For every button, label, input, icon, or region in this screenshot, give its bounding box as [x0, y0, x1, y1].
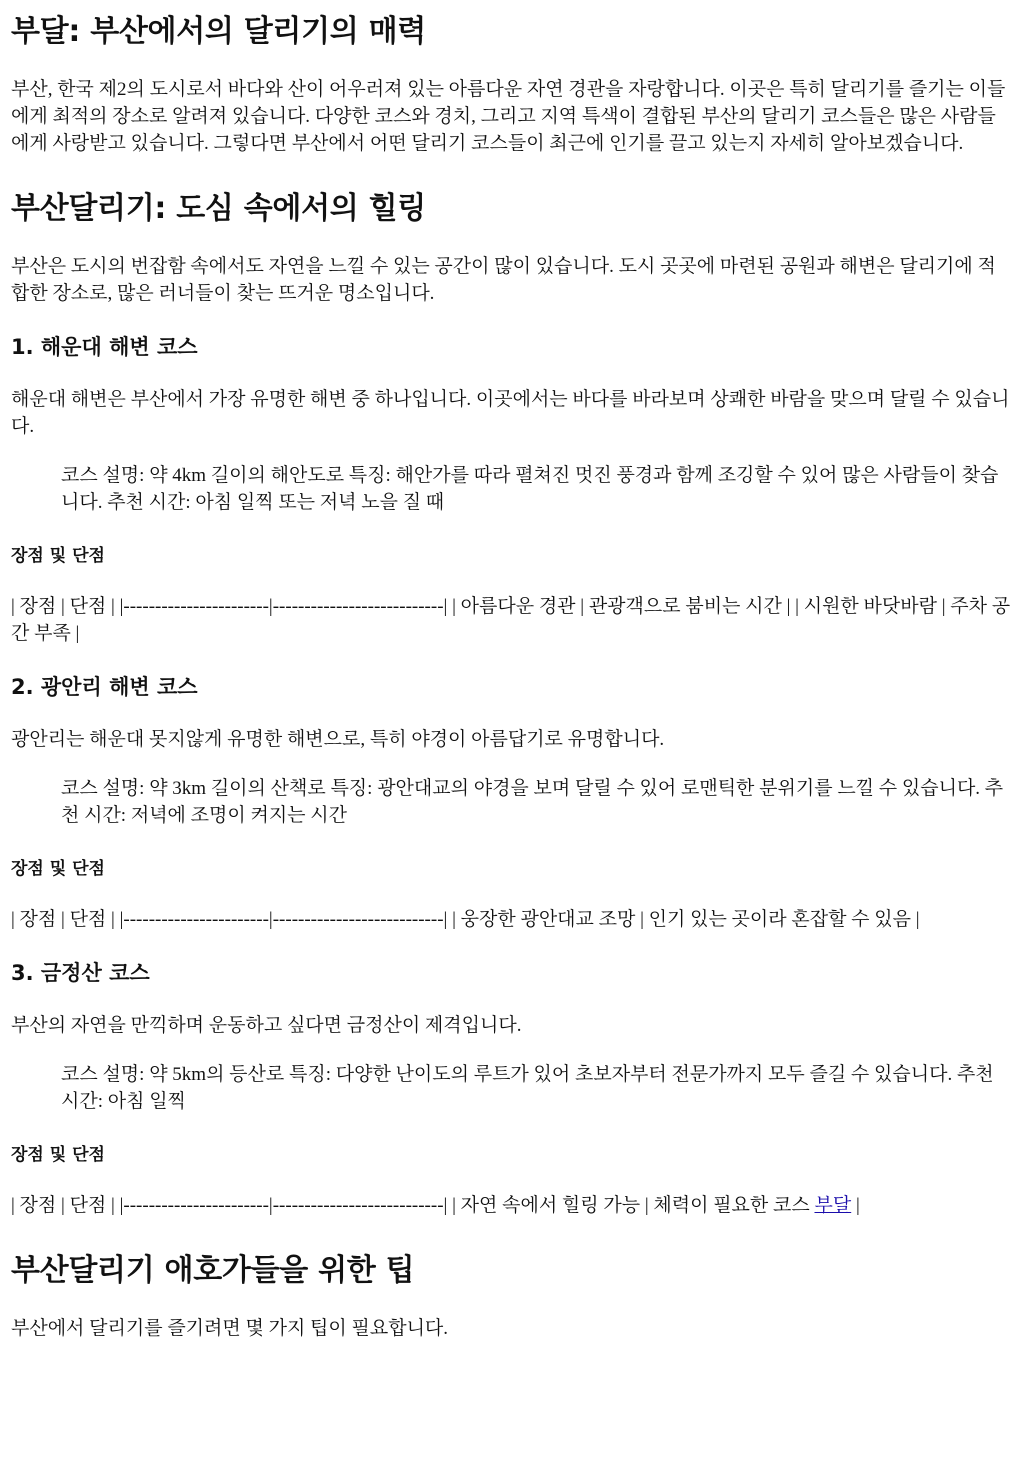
course-geumjeongsan-pros-cons-table [11, 1192, 1012, 1219]
section-tips-paragraph: 부산에서 달리기를 즐기려면 몇 가지 팁이 필요합니다. [11, 1318, 449, 1339]
section-heading-downtown: 부산달리기: 도심 속에서의 힐링 [11, 191, 426, 226]
course-haeundae-pros-cons-heading: 장점 및 단점 [11, 546, 105, 566]
course-haeundae-pros-cons-table: | 장점 | 단점 | |-----------------------|---------------------------| | 아름다운 경관 | 관광객으로 붐비는 시간 | | 시원한 바닷바람 | 주차 공간 부족 | [11, 596, 1011, 644]
course-haeundae-paragraph: 해운대 해변은 부산에서 가장 유명한 해변 중 하나입니다. 이곳에서는 바다를 바라보며 상쾌한 바람을 맞으며 달릴 수 있습니다. [11, 389, 1010, 437]
course-gwangalli-pros-cons-heading: 장점 및 단점 [11, 859, 105, 879]
course-geumjeongsan-paragraph: 부산의 자연을 만끽하며 운동하고 싶다면 금정산이 제격입니다. [11, 1015, 522, 1036]
course-heading-geumjeongsan: 3. 금정산 코스 [11, 961, 150, 985]
budal-link[interactable]: 부달 [814, 1195, 852, 1216]
course-geumjeongsan-details: 코스 설명: 약 5km의 등산로 특징: 다양한 난이도의 루트가 있어 초보자부터 전문가까지 모두 즐길 수 있습니다. 추천 시간: 아침 일찍 [61, 1064, 994, 1112]
page-title: 부달: 부산에서의 달리기의 매력 [11, 14, 426, 49]
course-geumjeongsan-table-text: | 장점 | 단점 | |-----------------------|---------------------------| | 자연 속에서 힐링 가능 | 체력이 필요한 코스 [11, 1195, 810, 1216]
course-heading-haeundae: 1. 해운대 해변 코스 [11, 335, 198, 359]
course-geumjeongsan-pros-cons-heading: 장점 및 단점 [11, 1145, 105, 1165]
course-gwangalli-paragraph: 광안리는 해운대 못지않게 유명한 해변으로, 특히 야경이 아름답기로 유명합니다. [11, 729, 665, 750]
section-downtown-paragraph: 부산은 도시의 번잡함 속에서도 자연을 느낄 수 있는 공간이 많이 있습니다. 도시 곳곳에 마련된 공원과 해변은 달리기에 적합한 장소로, 많은 러너들이 찾는 뜨거운 명소입니다. [11, 256, 996, 304]
course-haeundae-details: 코스 설명: 약 4km 길이의 해안도로 특징: 해안가를 따라 펼쳐진 멋진 풍경과 함께 조깅할 수 있어 많은 사람들이 찾습니다. 추천 시간: 아침 일찍 또는 저녁 노을 질 때 [61, 465, 999, 513]
intro-paragraph: 부산, 한국 제2의 도시로서 바다와 산이 어우러져 있는 아름다운 자연 경관을 자랑합니다. 이곳은 특히 달리기를 즐기는 이들에게 최적의 장소로 알려져 있습니다. 다양한 코스와 경치, 그리고 지역 특색이 결합된 부산의 달리기 코스들은 많은 사람들에게 사랑받고 있습니다. 그렇다면 부산에서 어떤 달리기 코스들이 최근에 인기를 끌고 있는지 자세히 알아보겠습니다. [11, 79, 1006, 154]
course-heading-gwangalli: 2. 광안리 해변 코스 [11, 675, 198, 699]
section-heading-tips: 부산달리기 애호가들을 위한 팁 [11, 1253, 415, 1288]
course-gwangalli-details: 코스 설명: 약 3km 길이의 산책로 특징: 광안대교의 야경을 보며 달릴 수 있어 로맨틱한 분위기를 느낄 수 있습니다. 추천 시간: 저녁에 조명이 켜지는 시간 [61, 778, 1004, 826]
course-geumjeongsan-table-tail: | [851, 1195, 860, 1216]
course-gwangalli-pros-cons-table: | 장점 | 단점 | |-----------------------|---------------------------| | 웅장한 광안대교 조망 | 인기 있는 곳이라 혼잡할 수 있음 | [11, 909, 920, 930]
